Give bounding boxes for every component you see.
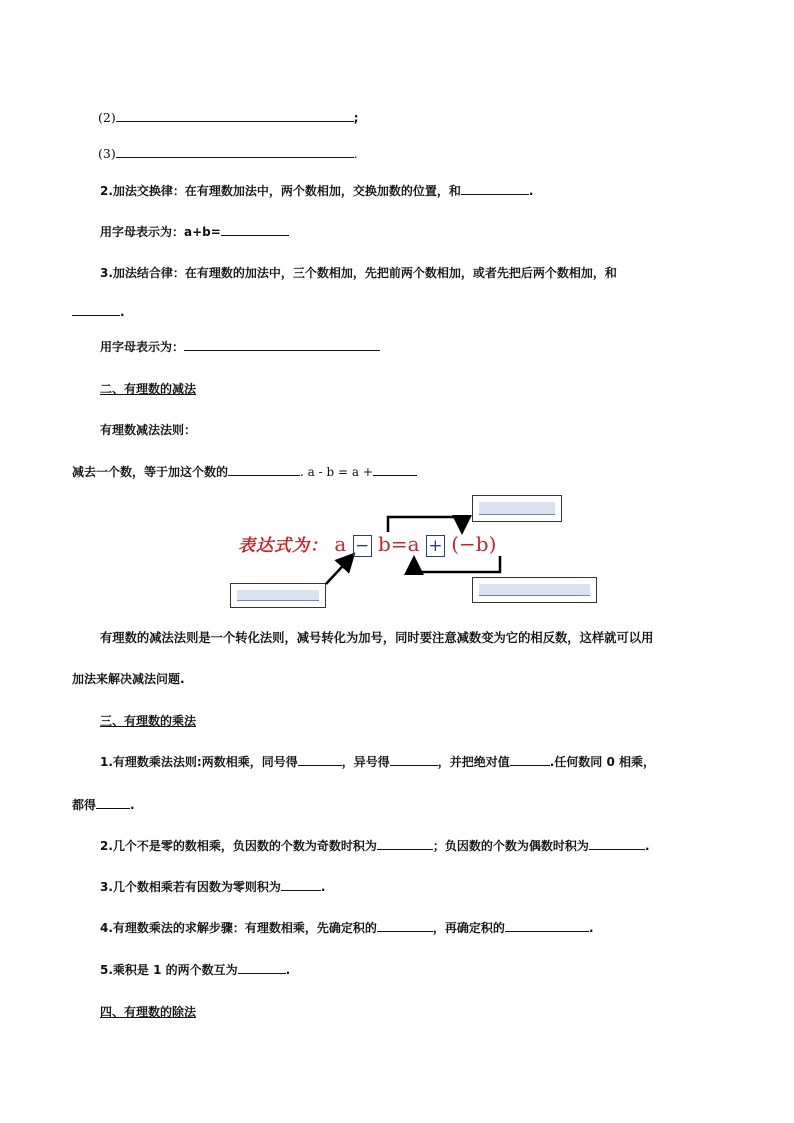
subtraction-note-line2: 加法来解决减法问题. <box>72 672 185 686</box>
arrow-negb-to-b <box>414 556 500 572</box>
associative-law-text: 3.加法结合律：在有理数的加法中，三个数相加，先把前两个数相加，或者先把后两个数相加，和 <box>100 266 617 280</box>
mult-r3-end: . <box>320 880 326 894</box>
arrow-minus-to-plus <box>388 517 462 532</box>
item-3-label: (3) <box>98 146 116 161</box>
mult-r4-blank-2[interactable] <box>505 919 589 932</box>
mult-r1-a: 1.有理数乘法法则:两数相乘，同号得 <box>100 755 298 769</box>
subtraction-rule-formula: . a - b = a + <box>300 465 373 479</box>
commutative-law-text: 2.加法交换律：在有理数加法中，两个数相加，交换加数的位置，和 <box>100 184 461 198</box>
mult-r2-end: . <box>644 839 650 853</box>
item-2-label: (2) <box>98 110 116 125</box>
associative-end: . <box>120 305 125 319</box>
commutative-formula-text: 用字母表示为：a+b= <box>100 225 221 239</box>
mult-r5-end: . <box>285 963 291 977</box>
subtraction-note-line1: 有理数的减法法则是一个转化法则，减号转化为加号，同时要注意减数变为它的相反数，这样就可以用 <box>100 631 654 645</box>
multiplication-rule-2 <box>100 837 650 855</box>
expression-neg-b: (−b) <box>451 532 497 556</box>
mult-r4-blank-1[interactable] <box>377 919 433 932</box>
expression-a: a <box>334 532 347 556</box>
subtraction-expression <box>238 531 496 557</box>
mult-r2-a: 2.几个不是零的数相乘，负因数的个数为奇数时积为 <box>100 839 377 853</box>
item-2-end: ; <box>353 111 359 125</box>
mult-r1-d: .任何数同 0 相乘， <box>549 755 656 769</box>
mult-r2-blank-2[interactable] <box>589 837 645 850</box>
multiplication-rule-1 <box>100 753 655 771</box>
mult-r3-a: 3.几个数相乘若有因数为零则积为 <box>100 880 281 894</box>
subtraction-rule-title: 有理数减法法则： <box>100 423 197 437</box>
mult-r1-end: . <box>130 798 135 812</box>
mult-r2-b: ；负因数的个数为偶数时积为 <box>432 839 589 853</box>
multiplication-rule-5 <box>100 961 290 979</box>
mult-r2-blank-1[interactable] <box>377 837 433 850</box>
multiplication-rule-3 <box>100 878 325 896</box>
mult-r5-blank[interactable] <box>238 961 286 974</box>
mult-r1-blank-4[interactable] <box>96 796 130 809</box>
expression-b-equals-a: b=a <box>378 532 420 556</box>
expression-label: 表达式为： <box>238 536 328 556</box>
item-3-end: . <box>353 146 358 161</box>
mult-r4-end: . <box>588 921 594 935</box>
minus-sign-box: − <box>353 535 372 557</box>
plus-sign-box: + <box>426 535 445 557</box>
mult-r1-blank-3[interactable] <box>510 753 550 766</box>
mult-r3-blank[interactable] <box>281 878 321 891</box>
mult-r1-c: ，并把绝对值 <box>437 755 510 769</box>
division-heading: 四、有理数的除法 <box>100 1005 197 1019</box>
mult-r1-blank-2[interactable] <box>390 753 438 766</box>
mult-r1-blank-1[interactable] <box>298 753 342 766</box>
mult-r4-b: ，再确定积的 <box>432 921 505 935</box>
multiplication-rule-1-cont <box>72 796 135 814</box>
commutative-end: . <box>528 184 534 198</box>
multiplication-rule-4 <box>100 919 594 937</box>
associative-formula-text: 用字母表示为： <box>100 340 185 354</box>
mult-r1-b: ，异号得 <box>341 755 390 769</box>
mult-r1-e: 都得 <box>72 798 97 812</box>
subtraction-heading: 二、有理数的减法 <box>100 382 197 396</box>
arrow-box-to-minus <box>326 556 352 584</box>
mult-r5-a: 5.乘积是 1 的两个数互为 <box>100 963 238 977</box>
mult-r4-a: 4.有理数乘法的求解步骤：有理数相乘，先确定积的 <box>100 921 377 935</box>
subtraction-rule-text: 减去一个数，等于加这个数的 <box>72 465 229 479</box>
multiplication-heading: 三、有理数的乘法 <box>100 714 197 728</box>
